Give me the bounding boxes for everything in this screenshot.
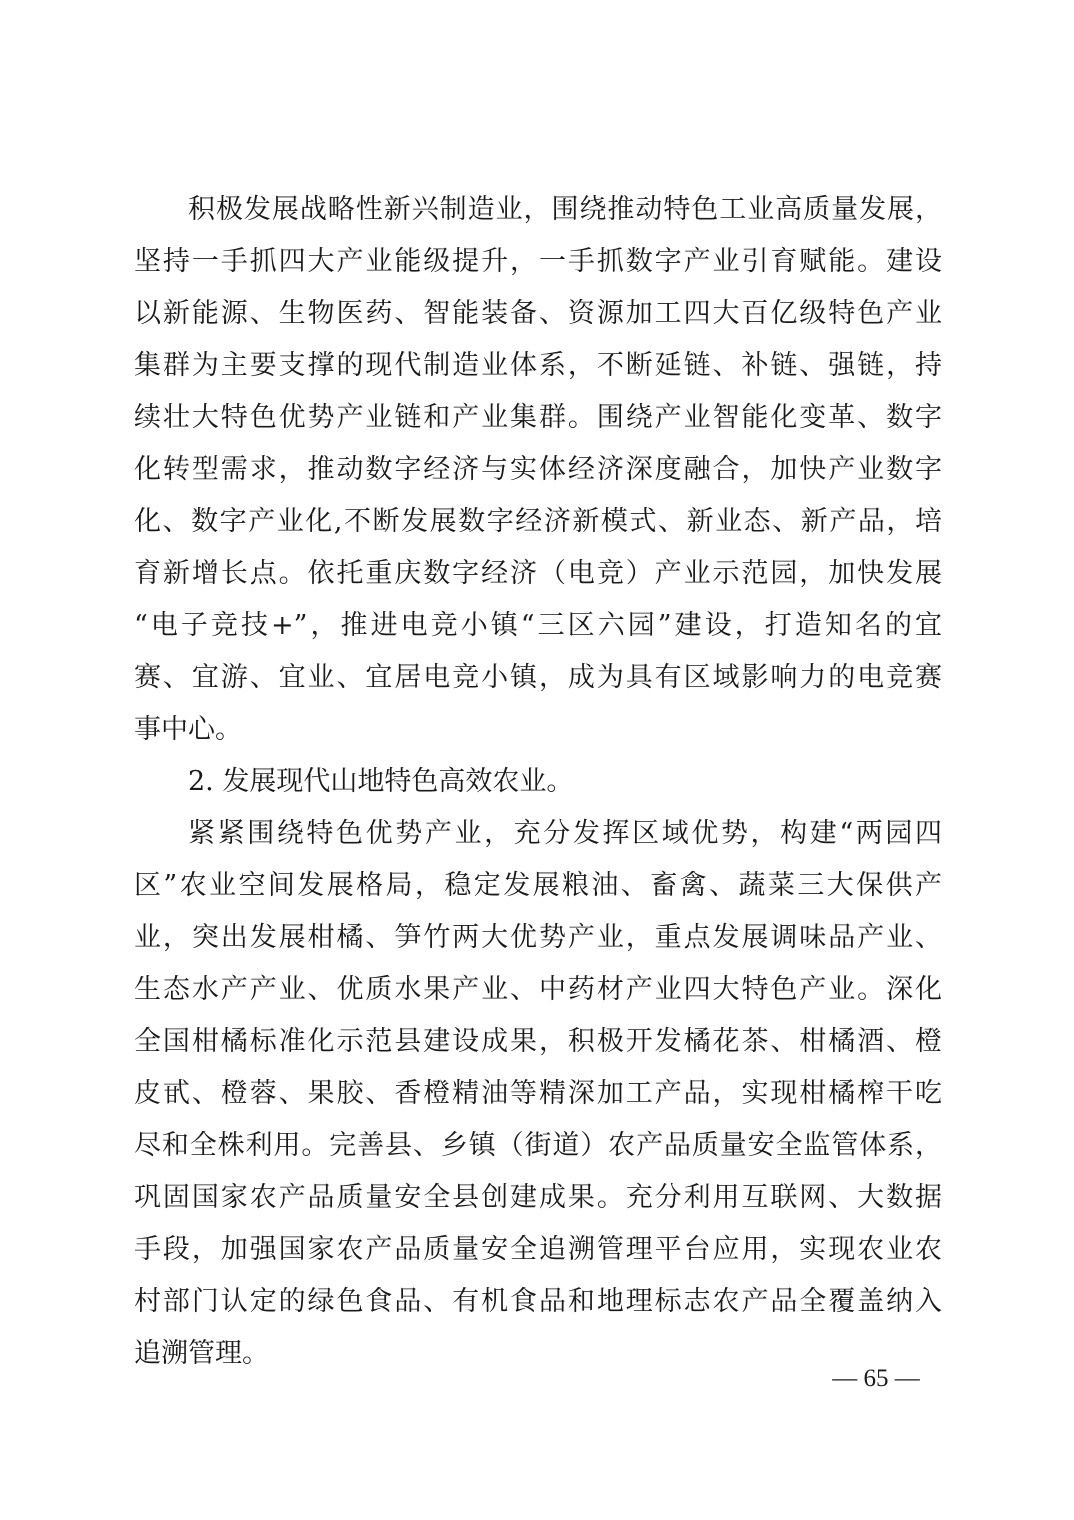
paragraph-2-line-7: 尽和全株利用。完善县、乡镇（街道）农产品质量安全监管体系，: [134, 1130, 942, 1161]
paragraph-1-line-10: 赛、宜游、宜业、宜居电竞小镇，成为具有区域影响力的电竞赛: [134, 662, 942, 693]
paragraph-1-line-4: 集群为主要支撑的现代制造业体系，不断延链、补链、强链，持: [134, 350, 942, 381]
paragraph-2-line-6: 皮甙、橙蓉、果胶、香橙精油等精深加工产品，实现柑橘榨干吃: [134, 1078, 942, 1109]
paragraph-1-line-7: 化、数字产业化,不断发展数字经济新模式、新业态、新产品，培: [134, 506, 942, 537]
section-heading: 2. 发展现代山地特色高效农业。: [188, 766, 574, 797]
paragraph-2-line-1: 紧紧围绕特色优势产业，充分发挥区域优势，构建“两园四: [188, 818, 942, 849]
paragraph-1-line-1: 积极发展战略性新兴制造业，围绕推动特色工业高质量发展，: [188, 194, 942, 225]
paragraph-2-line-3: 业，突出发展柑橘、笋竹两大优势产业，重点发展调味品产业、: [134, 922, 942, 953]
paragraph-2-line-4: 生态水产产业、优质水果产业、中药材产业四大特色产业。深化: [134, 974, 942, 1005]
paragraph-1-line-11: 事中心。: [134, 714, 242, 745]
paragraph-2-line-8: 巩固国家农产品质量安全县创建成果。充分利用互联网、大数据: [134, 1182, 942, 1213]
paragraph-2-line-11: 追溯管理。: [134, 1338, 269, 1369]
page-number: — 65 —: [832, 1365, 920, 1392]
paragraph-2-line-5: 全国柑橘标准化示范县建设成果，积极开发橘花茶、柑橘酒、橙: [134, 1026, 942, 1057]
paragraph-1-line-5: 续壮大特色优势产业链和产业集群。围绕产业智能化变革、数字: [134, 402, 942, 433]
paragraph-2-line-9: 手段，加强国家农产品质量安全追溯管理平台应用，实现农业农: [134, 1234, 942, 1265]
paragraph-2-line-10: 村部门认定的绿色食品、有机食品和地理标志农产品全覆盖纳入: [134, 1286, 942, 1317]
paragraph-1-line-3: 以新能源、生物医药、智能装备、资源加工四大百亿级特色产业: [134, 298, 942, 329]
paragraph-1-line-9: “电子竞技+”，推进电竞小镇“三区六园”建设，打造知名的宜: [134, 610, 942, 641]
paragraph-2-line-2: 区”农业空间发展格局，稳定发展粮油、畜禽、蔬菜三大保供产: [134, 870, 942, 901]
paragraph-1-line-2: 坚持一手抓四大产业能级提升，一手抓数字产业引育赋能。建设: [134, 246, 942, 277]
paragraph-1-line-6: 化转型需求，推动数字经济与实体经济深度融合，加快产业数字: [134, 454, 942, 485]
paragraph-1-line-8: 育新增长点。依托重庆数字经济（电竞）产业示范园，加快发展: [134, 558, 942, 589]
